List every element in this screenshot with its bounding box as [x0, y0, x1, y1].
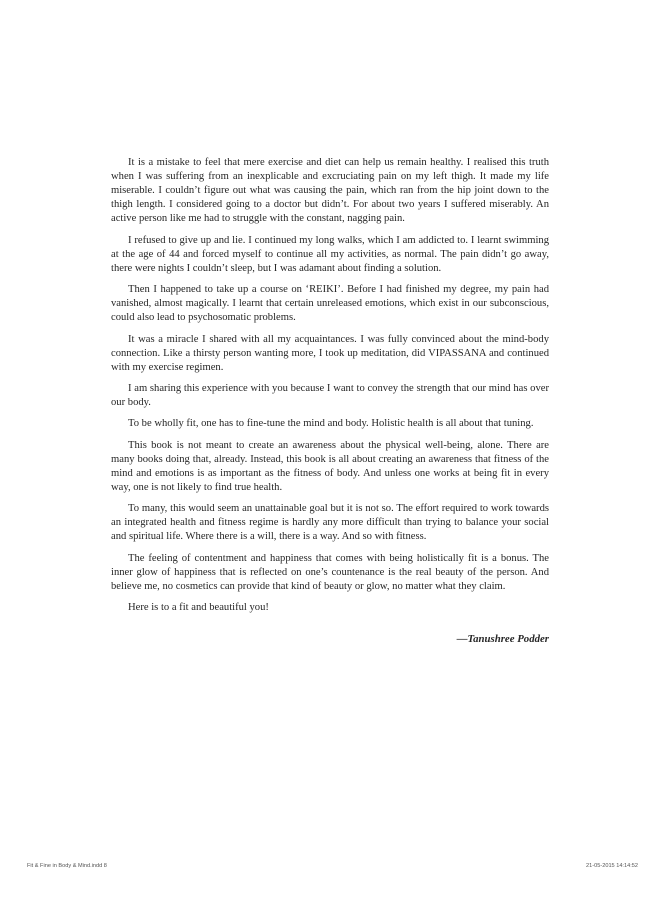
paragraph-5: I am sharing this experience with you because I want to convey the strength that our mind has over our body.: [111, 383, 549, 409]
paragraph-8: To many, this would seem an unattainable goal but it is not so. The effort required to work towards an integrated health and fitness regime is hardly any more difficult than trying to balance your social and spiritual life. Where there is a will, there is a way. And so with fitness.: [111, 503, 549, 543]
author-signature: —Tanushree Podder: [456, 633, 549, 646]
footer-file-info: Fit & Fine in Body & Mind.indd 8: [27, 863, 107, 869]
preface-body: [111, 156, 549, 646]
paragraph-1: It is a mistake to feel that mere exercise and diet can help us remain healthy. I realised this truth when I was suffering from an inexplicable and excruciating pain on my left thigh. It made my life miserable. I couldn’t figure out what was causing the pain, which ran from the hip joint down to the thigh length. I considered going to a doctor but didn’t. For about two years I suffered miserably. An active person like me had to struggle with the constant, nagging pain.: [111, 157, 549, 225]
paragraph-7: This book is not meant to create an awareness about the physical well-being, alone. There are many books doing that, already. Instead, this book is all about creating an awareness that fitness of the mind and emotions is as important as the fitness of body. And unless one works at being fit in every way, one is not likely to find true health.: [111, 439, 549, 493]
paragraph-10: Here is to a fit and beautiful you!: [128, 602, 269, 614]
paragraph-4: It was a miracle I shared with all my acquaintances. I was fully convinced about the mind-body connection. Like a thirsty person wanting more, I took up meditation, did VIPASSANA and continued with my exercise regimen.: [111, 333, 549, 373]
paragraph-6: To be wholly fit, one has to fine-tune the mind and body. Holistic health is all about that tuning.: [128, 418, 534, 430]
paragraph-3: Then I happened to take up a course on ‘REIKI’. Before I had finished my degree, my pain had vanished, almost magically. I learnt that certain unreleased emotions, which exist in our subconscious, could also lead to psychosomatic problems.: [111, 284, 549, 324]
paragraph-2: I refused to give up and lie. I continued my long walks, which I am addicted to. I learnt swimming at the age of 44 and forced myself to continue all my activities, as normal. The pain didn’t go away, there were nights I couldn’t sleep, but I was adamant about finding a solution.: [111, 234, 549, 274]
paragraph-9: The feeling of contentment and happiness that comes with being holistically fit is a bonus. The inner glow of happiness that is reflected on one’s countenance is the real beauty of the person. And believe me, no cosmetics can provide that kind of beauty or glow, no matter what they claim.: [111, 552, 549, 592]
footer-timestamp: 21-05-2015 14:14:52: [586, 863, 638, 869]
